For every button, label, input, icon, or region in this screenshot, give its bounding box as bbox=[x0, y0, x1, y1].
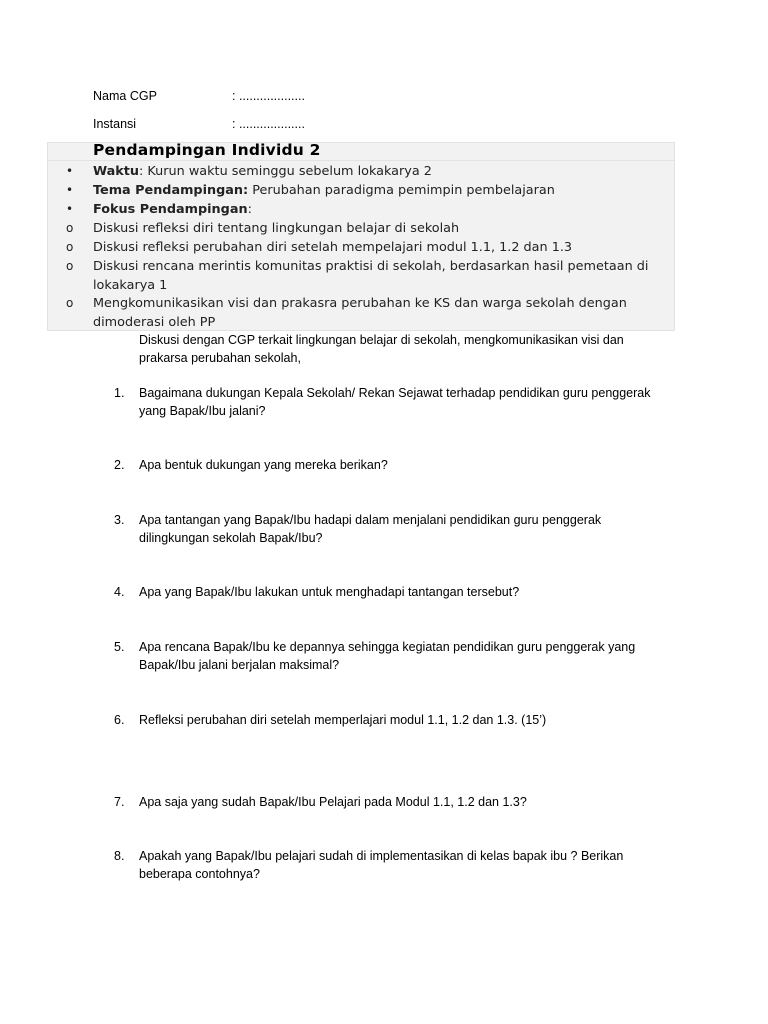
question-number: 3. bbox=[114, 513, 125, 527]
question-item bbox=[114, 456, 669, 474]
question-number: 5. bbox=[114, 640, 125, 654]
field-instansi bbox=[93, 117, 305, 131]
bullet-dot-icon: • bbox=[66, 164, 74, 178]
circle-bullet-icon: o bbox=[66, 240, 74, 254]
question-text: Apa bentuk dukungan yang mereka berikan? bbox=[139, 458, 388, 472]
field-label: Instansi bbox=[93, 117, 137, 131]
sub-item bbox=[66, 294, 663, 332]
question-item bbox=[114, 793, 669, 811]
question-text: Bagaimana dukungan Kepala Sekolah/ Rekan Sejawat terhadap pendidikan guru penggerak yang Bapak/Ibu jalani? bbox=[139, 386, 651, 418]
field-label: Nama CGP bbox=[93, 89, 157, 103]
bullet-fokus bbox=[66, 200, 663, 219]
bullet-text: : bbox=[247, 202, 252, 217]
bullet-text: : Kurun waktu seminggu sebelum lokakarya 2 bbox=[139, 164, 432, 179]
field-value: : ................... bbox=[232, 117, 305, 131]
question-number: 1. bbox=[114, 386, 125, 400]
question-text: Apa saja yang sudah Bapak/Ibu Pelajari pada Modul 1.1, 1.2 dan 1.3? bbox=[139, 795, 527, 809]
bullet-dot-icon: • bbox=[66, 202, 74, 216]
field-value: : ................... bbox=[232, 89, 305, 103]
question-text: Apa tantangan yang Bapak/Ibu hadapi dalam menjalani pendidikan guru penggerak dilingkungan sekolah Bapak/Ibu? bbox=[139, 513, 602, 545]
title-divider bbox=[47, 160, 675, 161]
question-number: 8. bbox=[114, 849, 125, 863]
bullet-waktu bbox=[66, 162, 663, 181]
question-text: Apa yang Bapak/Ibu lakukan untuk menghadapi tantangan tersebut? bbox=[139, 585, 520, 599]
question-text: Apakah yang Bapak/Ibu pelajari sudah di implementasikan di kelas bapak ibu ? Berikan beberapa contohnya? bbox=[139, 849, 624, 881]
question-number: 7. bbox=[114, 795, 125, 809]
question-item bbox=[114, 847, 669, 883]
intro-paragraph: Diskusi dengan CGP terkait lingkungan belajar di sekolah, mengkomunikasikan visi dan prakarsa perubahan sekolah, bbox=[139, 333, 624, 365]
sub-item-text: Diskusi refleksi diri tentang lingkungan belajar di sekolah bbox=[93, 221, 460, 236]
sub-item bbox=[66, 238, 663, 257]
bullet-text: Perubahan paradigma pemimpin pembelajaran bbox=[248, 183, 555, 198]
question-item bbox=[114, 711, 669, 729]
section-title: Pendampingan Individu 2 bbox=[93, 141, 321, 159]
bullet-dot-icon: • bbox=[66, 183, 74, 197]
question-number: 2. bbox=[114, 458, 125, 472]
question-item bbox=[114, 384, 669, 420]
bullet-label: Fokus Pendampingan bbox=[93, 202, 248, 217]
field-nama-cgp bbox=[93, 89, 305, 103]
question-text: Apa rencana Bapak/Ibu ke depannya sehingga kegiatan pendidikan guru penggerak yang Bapak/Ibu jalani berjalan maksimal? bbox=[139, 640, 636, 672]
bullet-label: Tema Pendampingan: bbox=[93, 183, 249, 198]
sub-item-text: Diskusi refleksi perubahan diri setelah mempelajari modul 1.1, 1.2 dan 1.3 bbox=[93, 240, 573, 255]
question-item bbox=[114, 638, 669, 674]
question-item bbox=[114, 583, 669, 601]
sub-item-text: Diskusi rencana merintis komunitas praktisi di sekolah, berdasarkan hasil pemetaan di lokakarya 1 bbox=[93, 259, 649, 293]
sub-item bbox=[66, 257, 663, 295]
sub-item-text: Mengkomunikasikan visi dan prakasra perubahan ke KS dan warga sekolah dengan dimoderasi oleh PP bbox=[93, 296, 627, 330]
bullet-tema bbox=[66, 181, 663, 200]
circle-bullet-icon: o bbox=[66, 221, 74, 235]
question-item bbox=[114, 511, 669, 547]
bullet-label: Waktu bbox=[93, 164, 140, 179]
question-text: Refleksi perubahan diri setelah memperlajari modul 1.1, 1.2 dan 1.3. (15’) bbox=[139, 713, 547, 727]
circle-bullet-icon: o bbox=[66, 259, 74, 273]
question-number: 6. bbox=[114, 713, 125, 727]
question-number: 4. bbox=[114, 585, 125, 599]
sub-item bbox=[66, 219, 663, 238]
circle-bullet-icon: o bbox=[66, 296, 74, 310]
